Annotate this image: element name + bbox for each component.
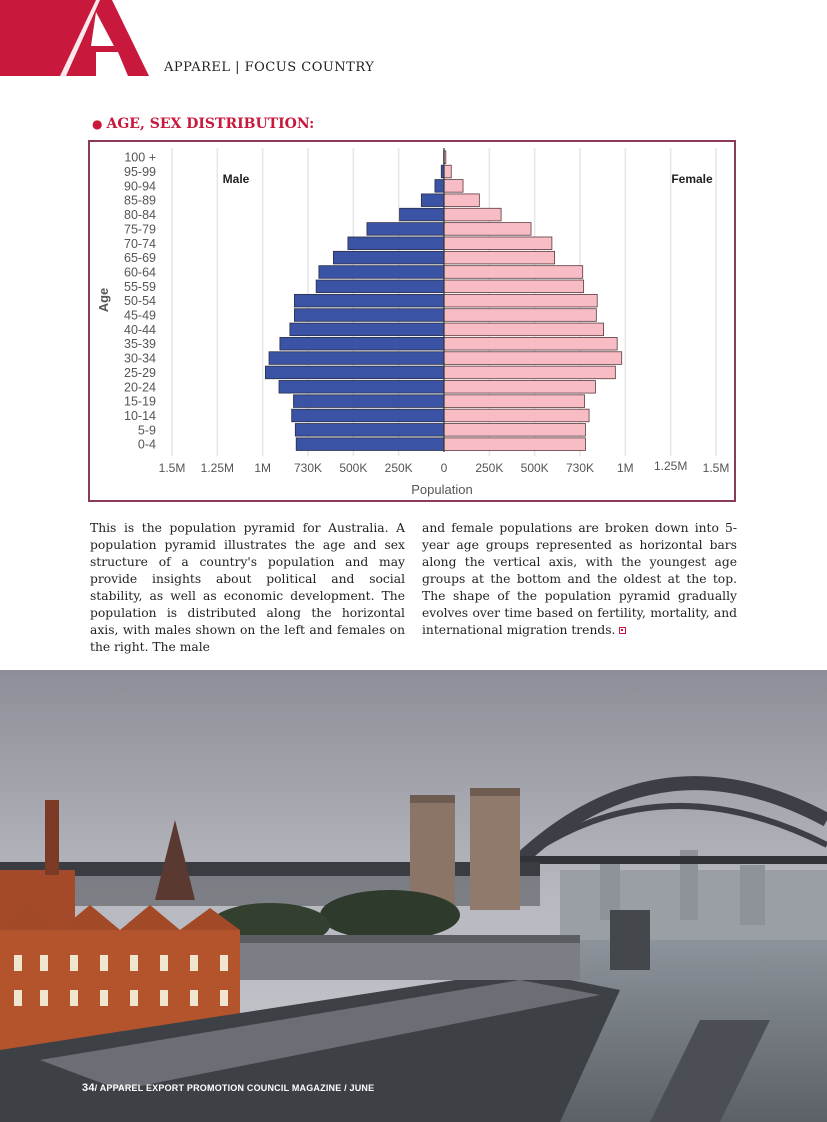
bar-female-85-89: [444, 194, 479, 207]
bar-male-25-29: [265, 366, 444, 379]
bullet-dot: ●: [92, 117, 103, 131]
population-pyramid-chart: [88, 140, 736, 502]
bar-male-5-9: [295, 424, 444, 437]
bar-female-65-69: [444, 251, 555, 264]
x-tick-label: 1M: [616, 461, 634, 475]
bar-male-35-39: [280, 337, 444, 350]
bar-male-15-19: [293, 395, 444, 408]
x-tick-label: 1M: [254, 461, 272, 475]
y-axis-title: Age: [96, 287, 111, 313]
age-tick-label: 65-69: [124, 251, 156, 266]
body-text-left: This is the population pyramid for Australia. A population pyramid illustrates the age and sex structure of a country's population and may provide insights about political and social stability, as well as economic development. The population is distributed along the horizontal axis, with males shown on the left and females on the right. The male: [90, 521, 405, 654]
bar-female-20-24: [444, 380, 595, 393]
x-tick-label: 730K: [565, 461, 595, 475]
bar-female-75-79: [444, 223, 531, 236]
legend-male: Male: [222, 172, 250, 186]
body-text-right-content: and female populations are broken down into 5-year age groups represented as horizontal bars along the vertical axis, with the youngest age groups at the bottom and the oldest at the top. The shape of the population pyramid gradually evolves over time based on fertility, mortality, and international migration trends.: [422, 521, 737, 637]
sydney-harbour-photo: [0, 670, 827, 1122]
logo-a-icon: [0, 0, 149, 76]
x-tick-label: 250K: [475, 461, 504, 475]
bar-female-80-84: [444, 208, 501, 221]
age-tick-label: 90-94: [124, 179, 156, 194]
x-tick-label: 1.25M: [653, 459, 688, 473]
age-tick-label: 40-44: [124, 322, 156, 337]
age-tick-label: 50-54: [124, 294, 156, 309]
x-tick-label: 0: [440, 461, 448, 475]
age-tick-label: 5-9: [137, 423, 156, 438]
bar-female-5-9: [444, 424, 585, 437]
header-label: APPAREL | FOCUS COUNTRY: [164, 60, 375, 75]
x-tick-label: 250K: [384, 461, 413, 475]
bar-male-65-69: [333, 251, 444, 264]
bar-female-30-34: [444, 352, 622, 365]
x-axis-title: Population: [411, 482, 473, 497]
x-tick-label: 1.25M: [200, 461, 235, 475]
age-tick-label: 70-74: [124, 236, 156, 251]
bar-female-55-59: [444, 280, 584, 293]
bar-male-0-4: [296, 438, 444, 451]
bar-female-0-4: [444, 438, 585, 451]
page-number: 34: [82, 1082, 95, 1094]
section-title: [92, 116, 314, 132]
age-tick-label: 55-59: [124, 279, 156, 294]
chart-svg: [90, 142, 734, 500]
x-tick-label: 1.5M: [158, 461, 186, 475]
bar-male-85-89: [421, 194, 444, 207]
bar-male-50-54: [294, 294, 444, 307]
bar-male-75-79: [367, 223, 444, 236]
square-end-mark-icon: [619, 627, 626, 634]
x-tick-label: 500K: [339, 461, 368, 475]
bar-male-40-44: [290, 323, 444, 336]
legend-female: Female: [671, 172, 713, 186]
page-footer: [82, 1082, 374, 1094]
age-tick-label: 80-84: [124, 208, 156, 223]
age-tick-label: 100 +: [124, 150, 156, 165]
bar-male-70-74: [348, 237, 444, 250]
footer-magazine-text: / APPAREL EXPORT PROMOTION COUNCIL MAGAZINE / JUNE: [94, 1083, 375, 1093]
bar-male-55-59: [316, 280, 444, 293]
bar-female-15-19: [444, 395, 585, 408]
bar-female-90-94: [444, 180, 463, 193]
x-tick-label: 730K: [293, 461, 323, 475]
age-tick-label: 30-34: [124, 351, 156, 366]
age-tick-label: 15-19: [124, 394, 156, 409]
bar-female-10-14: [444, 409, 589, 422]
bar-male-60-64: [319, 266, 444, 279]
bar-male-45-49: [294, 309, 444, 322]
bar-female-35-39: [444, 337, 617, 350]
bar-male-20-24: [279, 380, 444, 393]
bar-female-40-44: [444, 323, 604, 336]
age-tick-label: 95-99: [124, 165, 156, 180]
x-tick-label: 1.5M: [702, 461, 730, 475]
age-tick-label: 60-64: [124, 265, 156, 280]
age-tick-label: 75-79: [124, 222, 156, 237]
bar-female-60-64: [444, 266, 583, 279]
age-tick-label: 45-49: [124, 308, 156, 323]
bar-male-80-84: [400, 208, 444, 221]
age-tick-label: 0-4: [137, 437, 156, 452]
age-tick-label: 20-24: [124, 380, 156, 395]
section-title-text: AGE, SEX DISTRIBUTION:: [106, 116, 315, 132]
age-tick-label: 35-39: [124, 337, 156, 352]
age-tick-label: 25-29: [124, 365, 156, 380]
x-tick-label: 500K: [520, 461, 549, 475]
bar-female-45-49: [444, 309, 596, 322]
bar-female-50-54: [444, 294, 597, 307]
harbour-photo-illustration: [0, 670, 827, 1122]
age-tick-label: 85-89: [124, 193, 156, 208]
bar-male-90-94: [435, 180, 444, 193]
bar-male-30-34: [269, 352, 444, 365]
body-text-right: [422, 520, 737, 639]
bar-male-10-14: [292, 409, 444, 422]
bar-female-25-29: [444, 366, 615, 379]
age-tick-label: 10-14: [124, 408, 156, 423]
bar-female-70-74: [444, 237, 552, 250]
magazine-logo: [0, 0, 149, 76]
bar-female-95-99: [444, 165, 451, 178]
